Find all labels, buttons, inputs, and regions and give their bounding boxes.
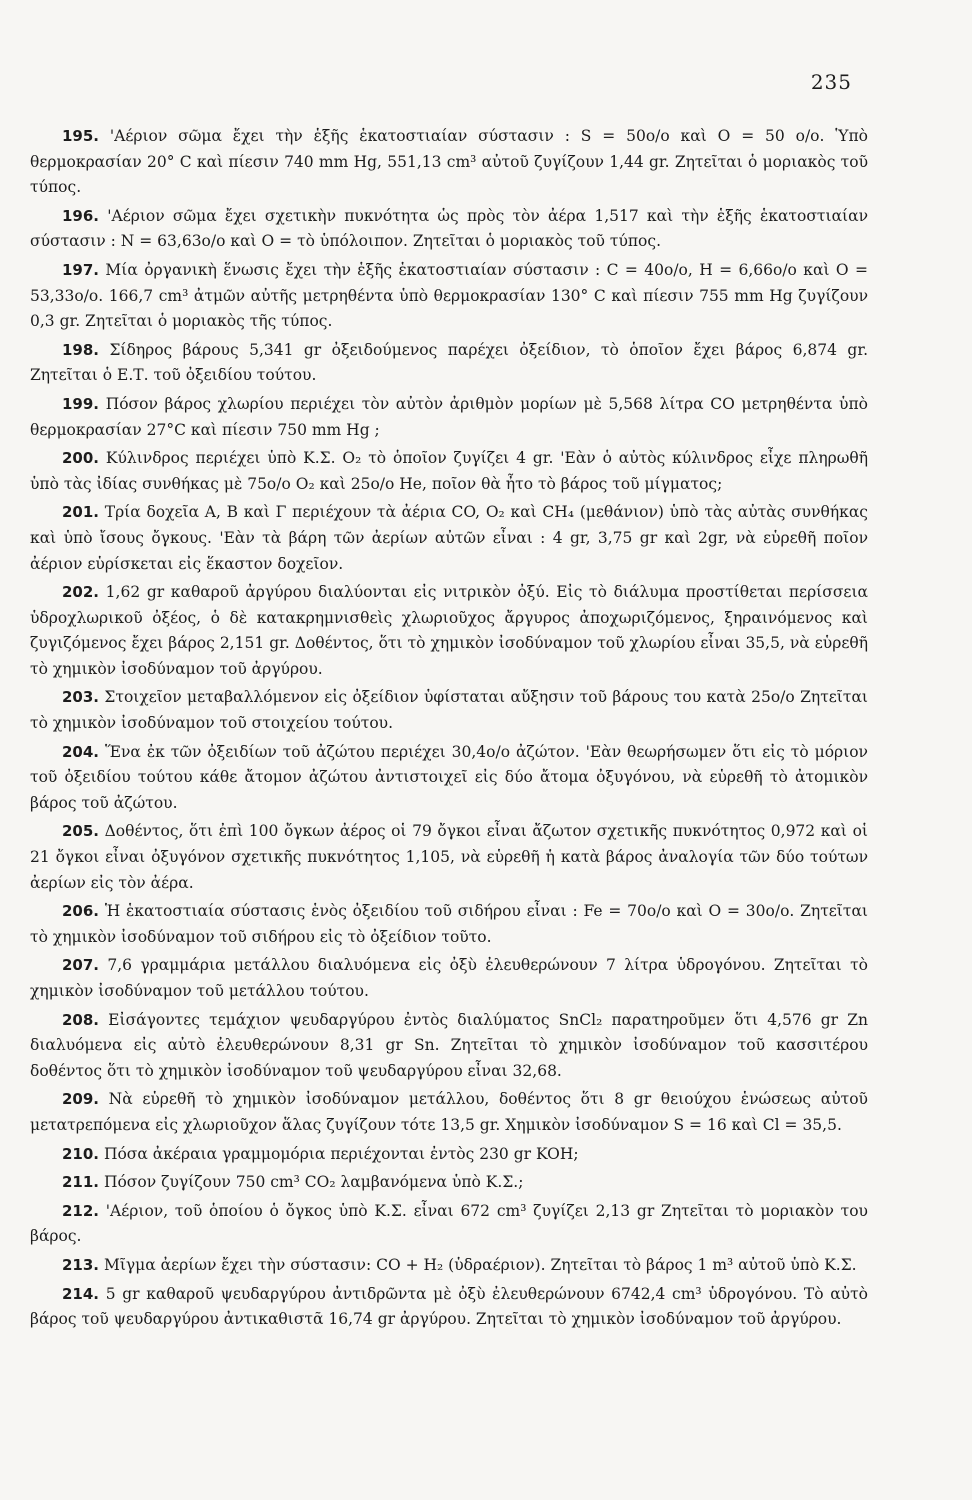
problem-list [30,124,868,1336]
problem-text: 'Αέριον σῶμα ἔχει σχετικὴν πυκνότητα ὡς πρὸς τὸν ἀέρα 1,517 καὶ τὴν ἑξῆς ἑκατοστιαίαν σύστασιν : N = 63,63ο/ο καὶ O = τὸ ὑπόλοιπον. Ζητεῖται ὁ μοριακὸς τοῦ τύπος. [30,206,868,251]
problem-198 [30,338,868,389]
problem-208 [30,1008,868,1085]
problem-210 [30,1142,868,1168]
problem-number: 211. [62,1173,100,1192]
problem-text: Τρία δοχεῖα Α, Β καὶ Γ περιέχουν τὰ ἀέρια CO, O₂ καὶ CH₄ (μεθάνιον) ὑπὸ τὰς αὐτὰς συνθήκας καὶ ὑπὸ ἴσους ὄγκους. 'Εὰν τὰ βάρη τῶν ἀερίων αὐτῶν εἶναι : 4 gr, 3,75 gr καὶ 2gr, νὰ εὑρεθῆ ποῖον ἀέριον εὑρίσκεται εἰς ἕκαστον δοχεῖον. [30,503,868,573]
problem-213 [30,1253,868,1279]
problem-number: 199. [62,394,100,413]
problem-195 [30,124,868,201]
problem-number: 197. [62,260,100,279]
problem-207 [30,953,868,1004]
problem-196 [30,204,868,255]
problem-text: Σίδηρος βάρους 5,341 gr ὀξειδούμενος παρέχει ὀξείδιον, τὸ ὁποῖον ἔχει βάρος 6,874 gr. Ζητεῖται ὁ Ε.Τ. τοῦ ὀξειδίου τούτου. [30,340,868,385]
problem-text: Μία ὀργανικὴ ἕνωσις ἔχει τὴν ἑξῆς ἑκατοστιαίαν σύστασιν : C = 40ο/ο, H = 6,66ο/ο καὶ O = 53,33ο/ο. 166,7 cm³ ἀτμῶν αὐτῆς μετρηθέντα ὑπὸ θερμοκρασίαν 130° C καὶ πίεσιν 755 mm Hg ζυγίζουν 0,3 gr. Ζητεῖται ὁ μοριακὸς τῆς τύπος. [30,260,868,331]
problem-number: 206. [62,902,100,921]
problem-number: 213. [62,1255,100,1274]
problem-214 [30,1282,868,1333]
problem-number: 201. [62,503,100,522]
problem-number: 202. [62,583,100,602]
problem-number: 214. [62,1284,100,1303]
problem-202 [30,580,868,682]
problem-number: 210. [62,1144,100,1163]
problem-text: 5 gr καθαροῦ ψευδαργύρου ἀντιδρῶντα μὲ ὀξὺ ἐλευθερώνουν 6742,4 cm³ ὑδρογόνου. Τὸ αὐτὸ βάρος τοῦ ψευδαργύρου ἀντικαθιστᾶ 16,74 gr ἀργύρου. Ζητεῖται τὸ χημικὸν ἰσοδύναμον τοῦ ἀργύρου. [30,1284,868,1329]
problem-204 [30,740,868,817]
problem-number: 195. [62,127,100,145]
problem-text: Εἰσάγοντες τεμάχιον ψευδαργύρου ἐντὸς διαλύματος SnCl₂ παρατηροῦμεν ὅτι 4,576 gr Zn διαλυόμενα εἰς αὐτὸ ἐλευθερώνουν 8,31 gr Sn. Ζητεῖται τὸ χημικὸν ἰσοδύναμον τοῦ κασσιτέρου δοθέντος ὅτι τὸ χημικὸν ἰσοδύναμον τοῦ ψευδαργύρου εἶναι 32,68. [30,1010,868,1080]
problem-199 [30,392,868,443]
problem-211 [30,1170,868,1196]
problem-number: 212. [62,1201,100,1220]
problem-text: 1,62 gr καθαροῦ ἀργύρου διαλύονται εἰς νιτρικὸν ὀξύ. Εἰς τὸ διάλυμα προστίθεται περίσσεια ὑδροχλωρικοῦ ὀξέος, ὁ δὲ κατακρημνισθεὶς χλωριοῦχος ἄργυρος ἀποχωριζόμενος, ξηραινόμενος καὶ ζυγιζόμενος ἔχει βάρος 2,151 gr. Δοθέντος, ὅτι τὸ χημικὸν ἰσοδύναμον τοῦ χλωρίου εἶναι 35,5, νὰ εὑρεθῆ τὸ χημικὸν ἰσοδύναμον τοῦ ἀργύρου. [30,583,868,678]
problem-text: Στοιχεῖον μεταβαλλόμενον εἰς ὀξείδιον ὑφίσταται αὔξησιν τοῦ βάρους του κατὰ 25ο/ο Ζητεῖται τὸ χημικὸν ἰσοδύναμον τοῦ στοιχείου τούτου. [30,688,868,733]
problem-203 [30,685,868,736]
problem-197 [30,258,868,335]
problem-201 [30,500,868,577]
problem-text: Πόσα ἀκέραια γραμμομόρια περιέχονται ἐντὸς 230 gr KOH; [103,1144,579,1163]
problem-number: 200. [62,449,100,468]
problem-number: 198. [62,340,100,359]
problem-212 [30,1199,868,1250]
problem-text: Ἕνα ἐκ τῶν ὀξειδίων τοῦ ἀζώτου περιέχει 30,4ο/ο ἀζώτον. 'Εὰν θεωρήσωμεν ὅτι εἰς τὸ μόριον τοῦ ὀξειδίου τούτου κάθε ἄτομον ἀζώτου ἀντιστοιχεῖ εἰς δύο ἄτομα ὀξυγόνου, νὰ εὑρεθῆ τὸ ἀτομικὸν βάρος τοῦ ἀζώτου. [30,742,868,812]
page-number: 235 [810,70,852,94]
problem-text: Νὰ εὑρεθῆ τὸ χημικὸν ἰσοδύναμον μετάλλου, δοθέντος ὅτι 8 gr θειούχου ἑνώσεως αὐτοῦ μετατρεπόμενα εἰς χλωριοῦχον ἅλας ζυγίζουν τότε 13,5 gr. Χημικὸν ἰσοδύναμον S = 16 καὶ Cl = 35,5. [30,1090,868,1134]
problem-text: Πόσον βάρος χλωρίου περιέχει τὸν αὐτὸν ἀριθμὸν μορίων μὲ 5,568 λίτρα CO μετρηθέντα ὑπὸ θερμοκρασίαν 27°C καὶ πίεσιν 750 mm Hg ; [30,394,868,439]
problem-text: Δοθέντος, ὅτι ἐπὶ 100 ὄγκων ἀέρος οἱ 79 ὄγκοι εἶναι ἄζωτον σχετικῆς πυκνότητος 0,972 καὶ οἱ 21 ὄγκοι εἶναι ὀξυγόνον σχετικῆς πυκνότητος 1,105, νὰ εὑρεθῆ ἡ κατὰ βάρος ἀναλογία τῶν δύο τούτων ἀερίων εἰς τὸν ἀέρα. [30,822,868,892]
problem-text: 'Αέριον σῶμα ἔχει τὴν ἑξῆς ἑκατοστιαίαν σύστασιν : S = 50ο/ο καὶ O = 50 ο/ο. Ὑπὸ θερμοκρασίαν 20° C καὶ πίεσιν 740 mm Hg, 551,13 cm³ αὐτοῦ ζυγίζουν 1,44 gr. Ζητεῖται ὁ μοριακὸς τοῦ τύπος. [30,127,868,197]
problem-200 [30,446,868,497]
problem-number: 204. [62,742,100,761]
problem-number: 203. [62,688,100,707]
problem-number: 207. [62,956,100,975]
problem-number: 205. [62,822,100,841]
problem-text: Πόσον ζυγίζουν 750 cm³ CO₂ λαμβανόμενα ὑπὸ Κ.Σ.; [103,1173,524,1192]
problem-number: 209. [62,1090,100,1109]
problem-text: Κύλινδρος περιέχει ὑπὸ Κ.Σ. O₂ τὸ ὁποῖον ζυγίζει 4 gr. 'Εὰν ὁ αὐτὸς κύλινδρος εἶχε πληρωθῆ ὑπὸ τὰς ἰδίας συνθήκας μὲ 75ο/ο O₂ καὶ 25ο/ο He, ποῖον θὰ ἦτο τὸ βάρος τοῦ μίγματος; [30,449,868,493]
problem-text: Μῖγμα ἀερίων ἔχει τὴν σύστασιν: CO + H₂ (ὑδραέριον). Ζητεῖται τὸ βάρος 1 m³ αὐτοῦ ὑπὸ Κ.Σ. [103,1255,857,1274]
problem-number: 196. [62,206,100,225]
problem-205 [30,819,868,896]
problem-text: Ἡ ἑκατοστιαία σύστασις ἑνὸς ὀξειδίου τοῦ σιδήρου εἶναι : Fe = 70ο/ο καὶ O = 30ο/ο. Ζητεῖται τὸ χημικὸν ἰσοδύναμον τοῦ σιδήρου εἰς τὸ ὀξείδιον τοῦτο. [30,902,868,946]
problem-text: 'Αέριον, τοῦ ὁποίου ὁ ὄγκος ὑπὸ Κ.Σ. εἶναι 672 cm³ ζυγίζει 2,13 gr Ζητεῖται τὸ μοριακὸν του βάρος. [30,1201,868,1246]
problem-text: 7,6 γραμμάρια μετάλλου διαλυόμενα εἰς ὀξὺ ἐλευθερώνουν 7 λίτρα ὑδρογόνου. Ζητεῖται τὸ χημικὸν ἰσοδύναμον τοῦ μετάλλου τούτου. [30,956,868,1000]
problem-206 [30,899,868,950]
problem-209 [30,1087,868,1138]
problem-number: 208. [62,1010,100,1029]
